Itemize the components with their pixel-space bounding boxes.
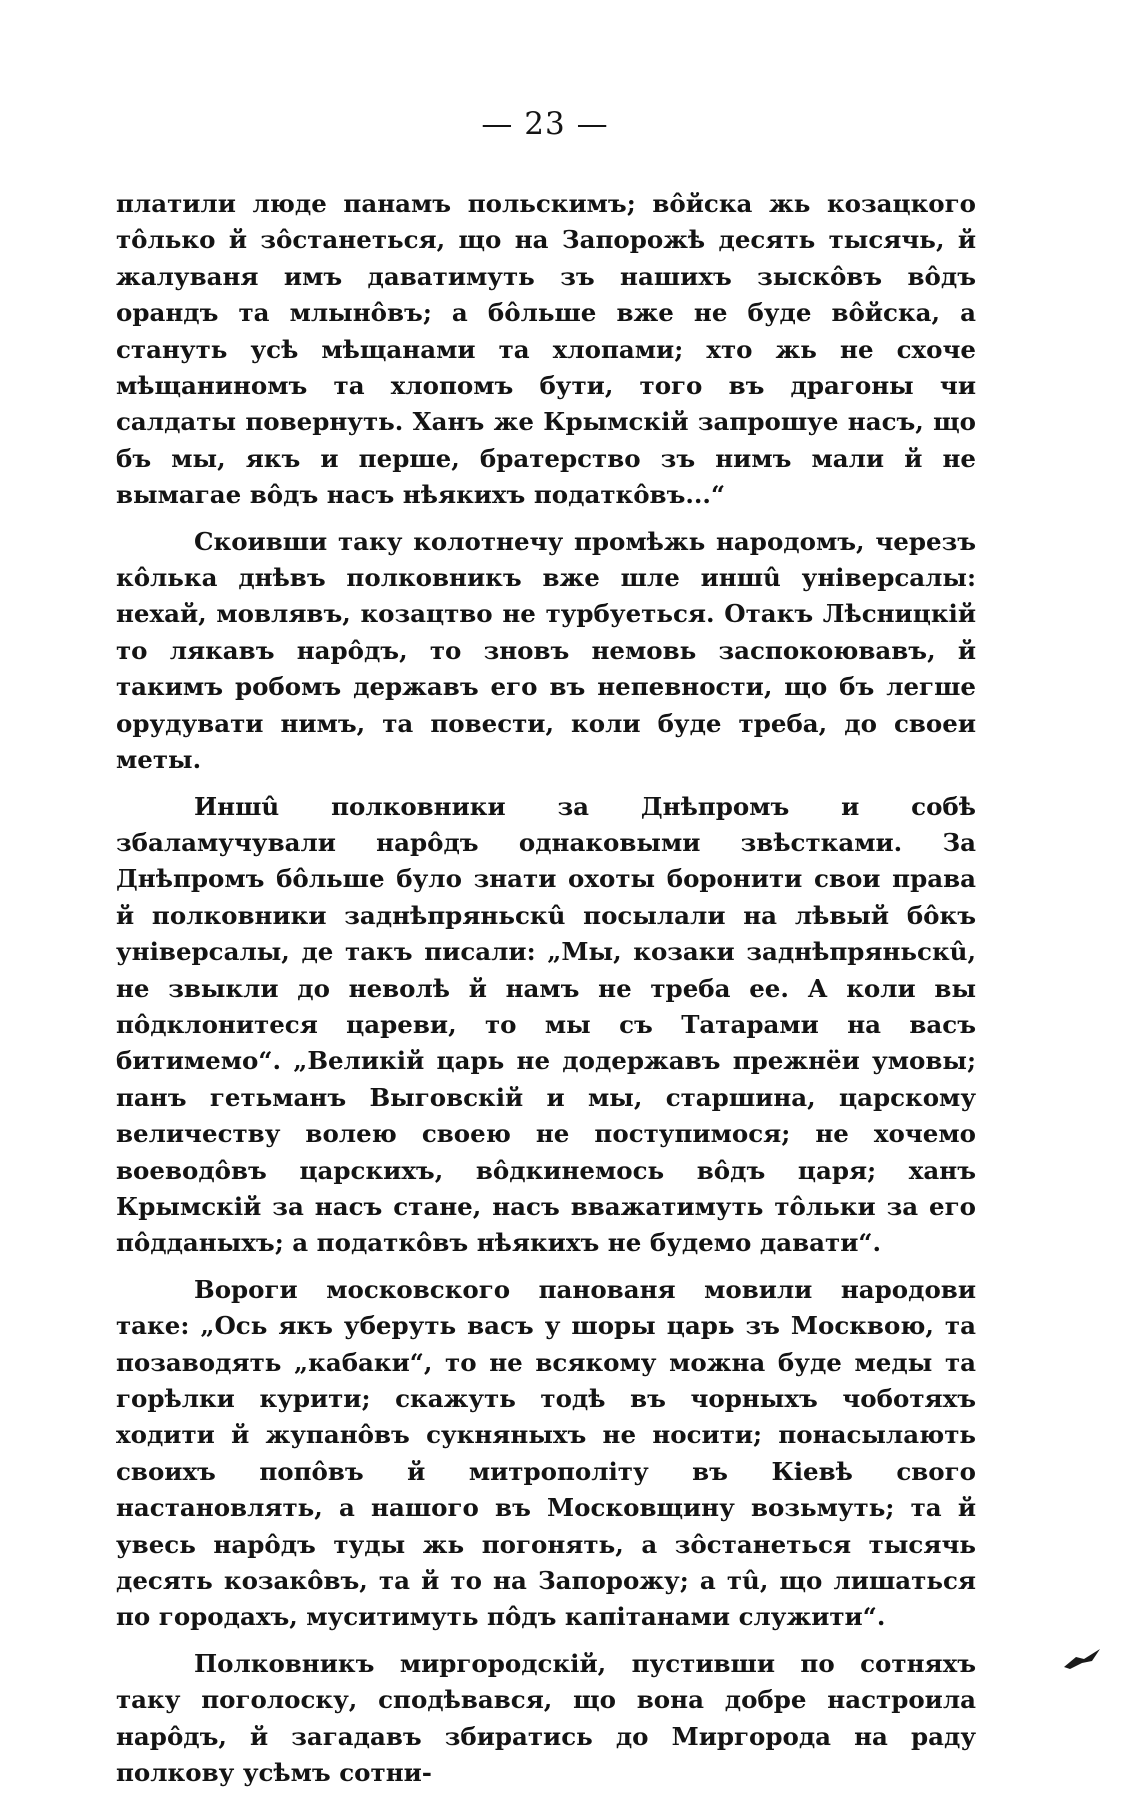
ink-mark-icon xyxy=(1062,1647,1102,1671)
page-number: — 23 — xyxy=(481,106,609,142)
paragraph: Вороги московского панованя мовили народови таке: „Ось якъ уберуть васъ у шоры царь зъ Москвою, та позаводять „кабаки“, то не всякому можна буде меды та горѣлки курити; скажуть тодѣ въ чорныхъ чоботяхъ ходити й жупанôвъ сукняныхъ не носити; понасылають своихъ попôвъ й митрополiту въ Кiевѣ свого настановлять, а нашого въ Московщину возьмуть; та й увесь нарôдъ туды жь погонять, а зôстанеться тысячь десять козакôвъ, та й то на Запорожу; а тû, що лишаться по городахъ, муситимуть пôдъ капiтанами служити“. xyxy=(116,1274,976,1632)
paragraph: Иншû полковники за Днѣпромъ и собѣ збаламучували нарôдъ однаковыми звѣстками. За Днѣпромъ бôльше було знати охоты боронити свои права й полковники заднѣпряньскû посылали на лѣвый бôкъ унiверсалы, де такъ писали: „Мы, козаки заднѣпряньскû, не звыкли до неволѣ й намъ не треба ее. А коли вы пôдклонитеся цареви, то мы съ Татарами на васъ битимемо“. „Великій царь не додержавъ прежнёи умовы; панъ гетьманъ Выговскій и мы, старшина, царскому величеству волею своею не поступимося; не хочемо воеводôвъ царскихъ, вôдкинемось вôдъ царя; ханъ Крымскій за насъ стане, насъ вважатимуть тôльки за его пôдданыхъ; а податкôвъ нѣякихъ не будемо давати“. xyxy=(116,791,976,1258)
paragraph: Скоивши таку колотнечу промѣжь народомъ, черезъ кôлька днѣвъ полковникъ вже шле иншû унiверсалы: нехай, мовлявъ, козацтво не турбуеться. Отакъ Лѣсницкій то лякавъ нарôдъ, то зновъ немовь заспокоювавъ, й такимъ робомъ державъ его въ непевности, що бъ легше орудувати нимъ, та повести, коли буде треба, до своеи меты. xyxy=(116,526,976,775)
paragraph: платили люде панамъ польскимъ; вôйска жь козацкого тôлько й зôстанеться, що на Запорожѣ десять тысячь, й жалуваня имъ даватимуть зъ нашихъ зыскôвъ вôдъ орандъ та млынôвъ; а бôльше вже не буде вôйска, а стануть усѣ мѣщанами та хлопами; хто жь не схоче мѣщаниномъ та хлопомъ бути, того въ драгоны чи салдаты повернуть. Ханъ же Крымскій запрошуе насъ, що бъ мы, якъ и перше, братерство зъ нимъ мали й не вымагае вôдъ насъ нѣякихъ податкôвъ...“ xyxy=(116,189,976,510)
paragraph: Полковникъ миргородскій, пустивши по сотняхъ таку поголоску, сподѣвався, що вона добре настроила нарôдъ, й загадавъ збиратись до Миргорода на раду полкову усѣмъ сотни- xyxy=(116,1648,976,1788)
body-text xyxy=(116,186,976,1801)
